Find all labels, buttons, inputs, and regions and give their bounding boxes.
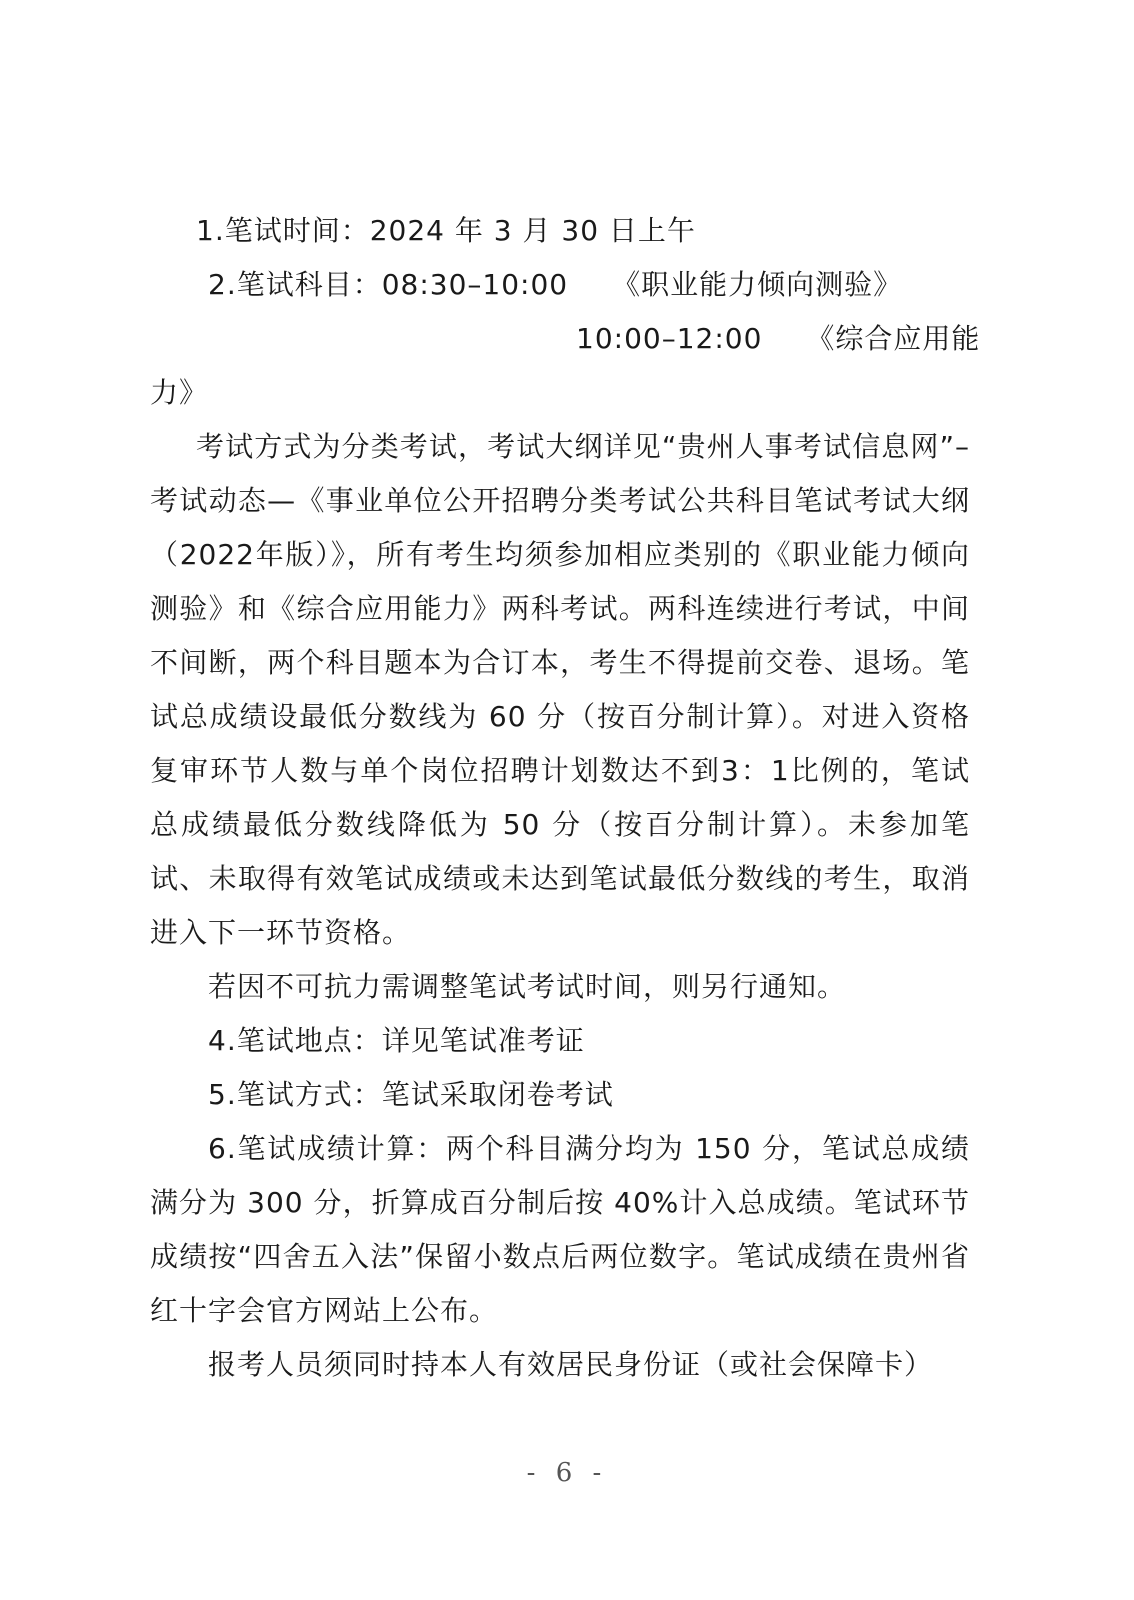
exam-format-item: 5.笔试方式：笔试采取闭卷考试 [208, 1078, 614, 1111]
exam-location-item: 4.笔试地点：详见笔试准考证 [208, 1024, 585, 1057]
exam-subjects-label: 2.笔试科目： [208, 268, 382, 301]
document-body [150, 204, 981, 1392]
page-number: - 6 - [526, 1458, 608, 1488]
subject1-time: 08:30–10:00 [381, 268, 569, 301]
subject1-name: 《职业能力倾向测验》 [612, 268, 903, 301]
id-requirement-line: 报考人员须同时持本人有效居民身份证（或社会保障卡） [208, 1348, 934, 1381]
force-majeure-notice: 若因不可抗力需调整笔试考试时间，则另行通知。 [208, 970, 847, 1003]
exam-subjects-row-2 [150, 312, 981, 366]
subject2-name-part1: 《综合应用能 [806, 322, 981, 355]
exam-method-paragraph: 考试方式为分类考试，考试大纲详见“贵州人事考试信息网”–考试动态—《事业单位公开招聘分类考试公共科目笔试考试大纲（2022年版）》，所有考生均须参加相应类别的《职业能力倾向测验》和《综合应用能力》两科考试。两科连续进行考试，中间不间断，两个科目题本为合订本，考生不得提前交卷、退场。笔试总成绩设最低分数线为 60 分（按百分制计算）。对进入资格复审环节人数与单个岗位招聘计划数达不到3：1比例的，笔试总成绩最低分数线降低为 50 分（按百分制计算）。未参加笔试、未取得有效笔试成绩或未达到笔试最低分数线的考生，取消进入下一环节资格。 [150, 430, 970, 949]
exam-subjects-row-1 [150, 258, 970, 312]
score-calculation-paragraph: 6.笔试成绩计算：两个科目满分均为 150 分，笔试总成绩满分为 300 分，折算成百分制后按 40%计入总成绩。笔试环节成绩按“四舍五入法”保留小数点后两位数字。笔试成绩在贵州省红十字会官方网站上公布。 [150, 1132, 970, 1327]
subject2-time: 10:00–12:00 [576, 322, 763, 355]
subject2-name-part2: 力》 [150, 376, 209, 409]
exam-time-item: 1.笔试时间：2024 年 3 月 30 日上午 [196, 214, 696, 247]
